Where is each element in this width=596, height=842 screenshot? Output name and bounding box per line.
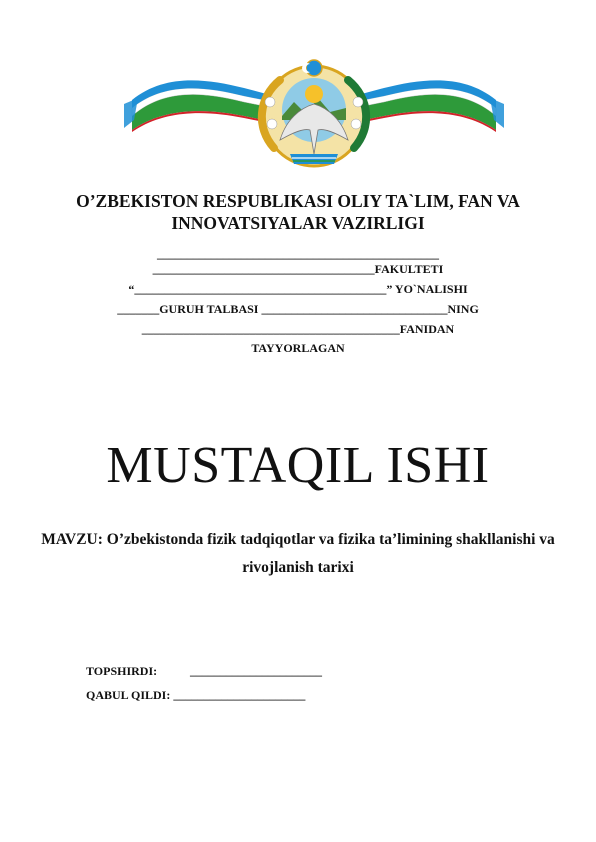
right-ribbon-icon [354,80,504,132]
left-ribbon-icon [124,80,274,132]
faculty-line: _____________________________________FAKULTETI [152,262,444,276]
accepted-label: QABUL QILDI: [86,688,171,702]
state-emblem-image [124,58,504,170]
accepted-row [86,688,305,703]
accepted-signature-line: ______________________ [173,688,306,702]
prepared-line: TAYYORLAGAN [251,341,345,355]
topic-text: MAVZU: O’zbekistonda fizik tadqiqotlar va fizika ta’limining shakllanishi va rivojlanish tarixi [41,531,555,576]
group-leader-line: _______GURUH TALBASI _______________________________NING [117,302,479,316]
submitted-label: TOPSHIRDI: [86,664,158,678]
document-title: MUSTAQIL ISHI [106,437,490,494]
ministry-line-2: INNOVATSIYALAR VAZIRLIGI [171,213,425,233]
direction-line: “__________________________________________” YO`NALISHI [128,282,468,296]
submitted-row [86,664,322,679]
form-blank-line-1: _______________________________________________ [157,247,439,261]
subject-line: ___________________________________________FANIDAN [141,322,455,336]
submitted-signature-line: ______________________ [190,664,322,678]
coat-of-arms-icon [262,60,366,166]
ministry-line-1: O’ZBEKISTON RESPUBLIKASI OLIY TA`LIM, FAN VA [76,191,520,211]
ministry-name [0,190,596,234]
